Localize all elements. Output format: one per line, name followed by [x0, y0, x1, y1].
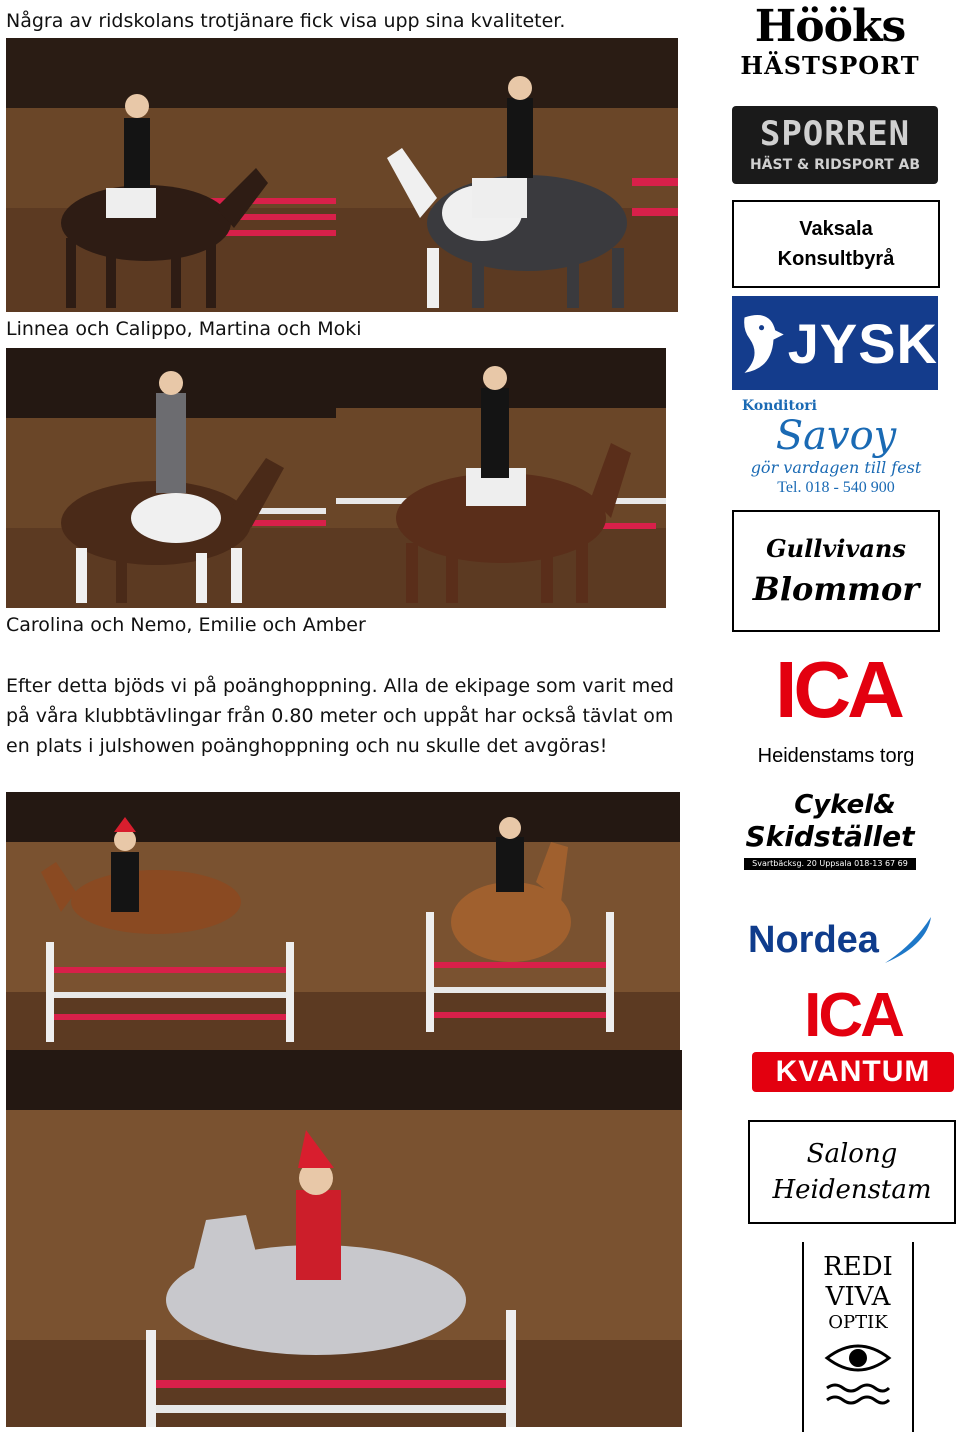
savoy-tagline: gör vardagen till fest: [750, 458, 922, 477]
sponsor-savoy: [732, 398, 940, 502]
icakvantum-logo: ICA: [804, 981, 902, 1050]
salong-line1: Salong: [806, 1139, 898, 1169]
redi-line2: VIVA: [825, 1282, 891, 1312]
savoy-phone: Tel. 018 - 540 900: [777, 479, 895, 496]
photo-martina-moki: [342, 38, 678, 312]
sponsor-nordea: [748, 910, 954, 970]
caption-row1: Linnea och Calippo, Martina och Moki: [6, 318, 362, 340]
sponsor-hooks: [730, 2, 930, 84]
sponsor-ica: [744, 640, 932, 740]
cykel-line1: Cykel&: [794, 790, 896, 820]
sponsor-sporren: [732, 106, 938, 184]
caption-row2: Carolina och Nemo, Emilie och Amber: [6, 614, 366, 636]
waves-icon: [823, 1380, 893, 1410]
photo-carolina-nemo: [6, 348, 336, 608]
sporren-name: SPORREN: [759, 114, 911, 154]
jysk-bird-icon: [736, 303, 784, 383]
icakvantum-banner: KVANTUM: [752, 1052, 954, 1092]
sponsor-icakvantum: [752, 980, 954, 1098]
photo-linnea-calippo: [6, 38, 342, 312]
sponsor-vaksala: [732, 200, 940, 288]
cykel-address: Svartbäcksg. 20 Uppsala 018-13 67 69: [744, 858, 916, 870]
sponsor-jysk: [732, 296, 938, 390]
sponsor-redi-viva: [802, 1242, 914, 1432]
savoy-konditori: Konditori: [742, 398, 817, 414]
savoy-name: Savoy: [775, 413, 897, 459]
body-paragraph: Efter detta bjöds vi på poänghoppning. Alla de ekipage som varit med på våra klubbtävlingar från 0.80 meter och uppåt har också tävlat om en plats i julshowen poänghoppning och nu skulle det avgöras!: [6, 675, 674, 757]
eye-icon: [823, 1340, 893, 1376]
sponsor-gullvivans: [732, 510, 940, 632]
photo-jump-3: [6, 1050, 682, 1427]
ica-logo: ICA: [775, 645, 901, 734]
salong-line2: Heidenstam: [772, 1175, 932, 1205]
sponsor-cykel: [732, 790, 928, 886]
cykel-line2: Skidstället: [745, 820, 915, 853]
intro-text: Några av ridskolans trotjänare fick visa upp sina kvaliteter.: [6, 10, 566, 32]
hooks-tagline: HÄSTSPORT: [740, 51, 920, 80]
hooks-name: Hööks: [754, 1, 906, 52]
gullvivans-line1: Gullvivans: [766, 534, 906, 563]
gullvivans-line2: Blommor: [752, 570, 920, 608]
photo-emilie-amber: [336, 348, 666, 608]
photo-jump-2: [336, 792, 680, 1050]
redi-line1: REDI: [823, 1252, 893, 1282]
redi-line3: OPTIK: [828, 1312, 888, 1333]
jysk-text: JYSK: [787, 311, 938, 375]
vaksala-line1: Vaksala: [799, 218, 873, 240]
sponsor-salong: [748, 1120, 956, 1224]
photo-jump-1: [6, 792, 336, 1050]
nordea-text: Nordea: [748, 918, 879, 961]
sporren-tagline: HÄST & RIDSPORT AB: [749, 157, 921, 173]
ica-caption: Heidenstams torg: [757, 745, 915, 767]
nordea-sail-icon: [883, 915, 933, 965]
vaksala-line2: Konsultbyrå: [777, 248, 895, 270]
